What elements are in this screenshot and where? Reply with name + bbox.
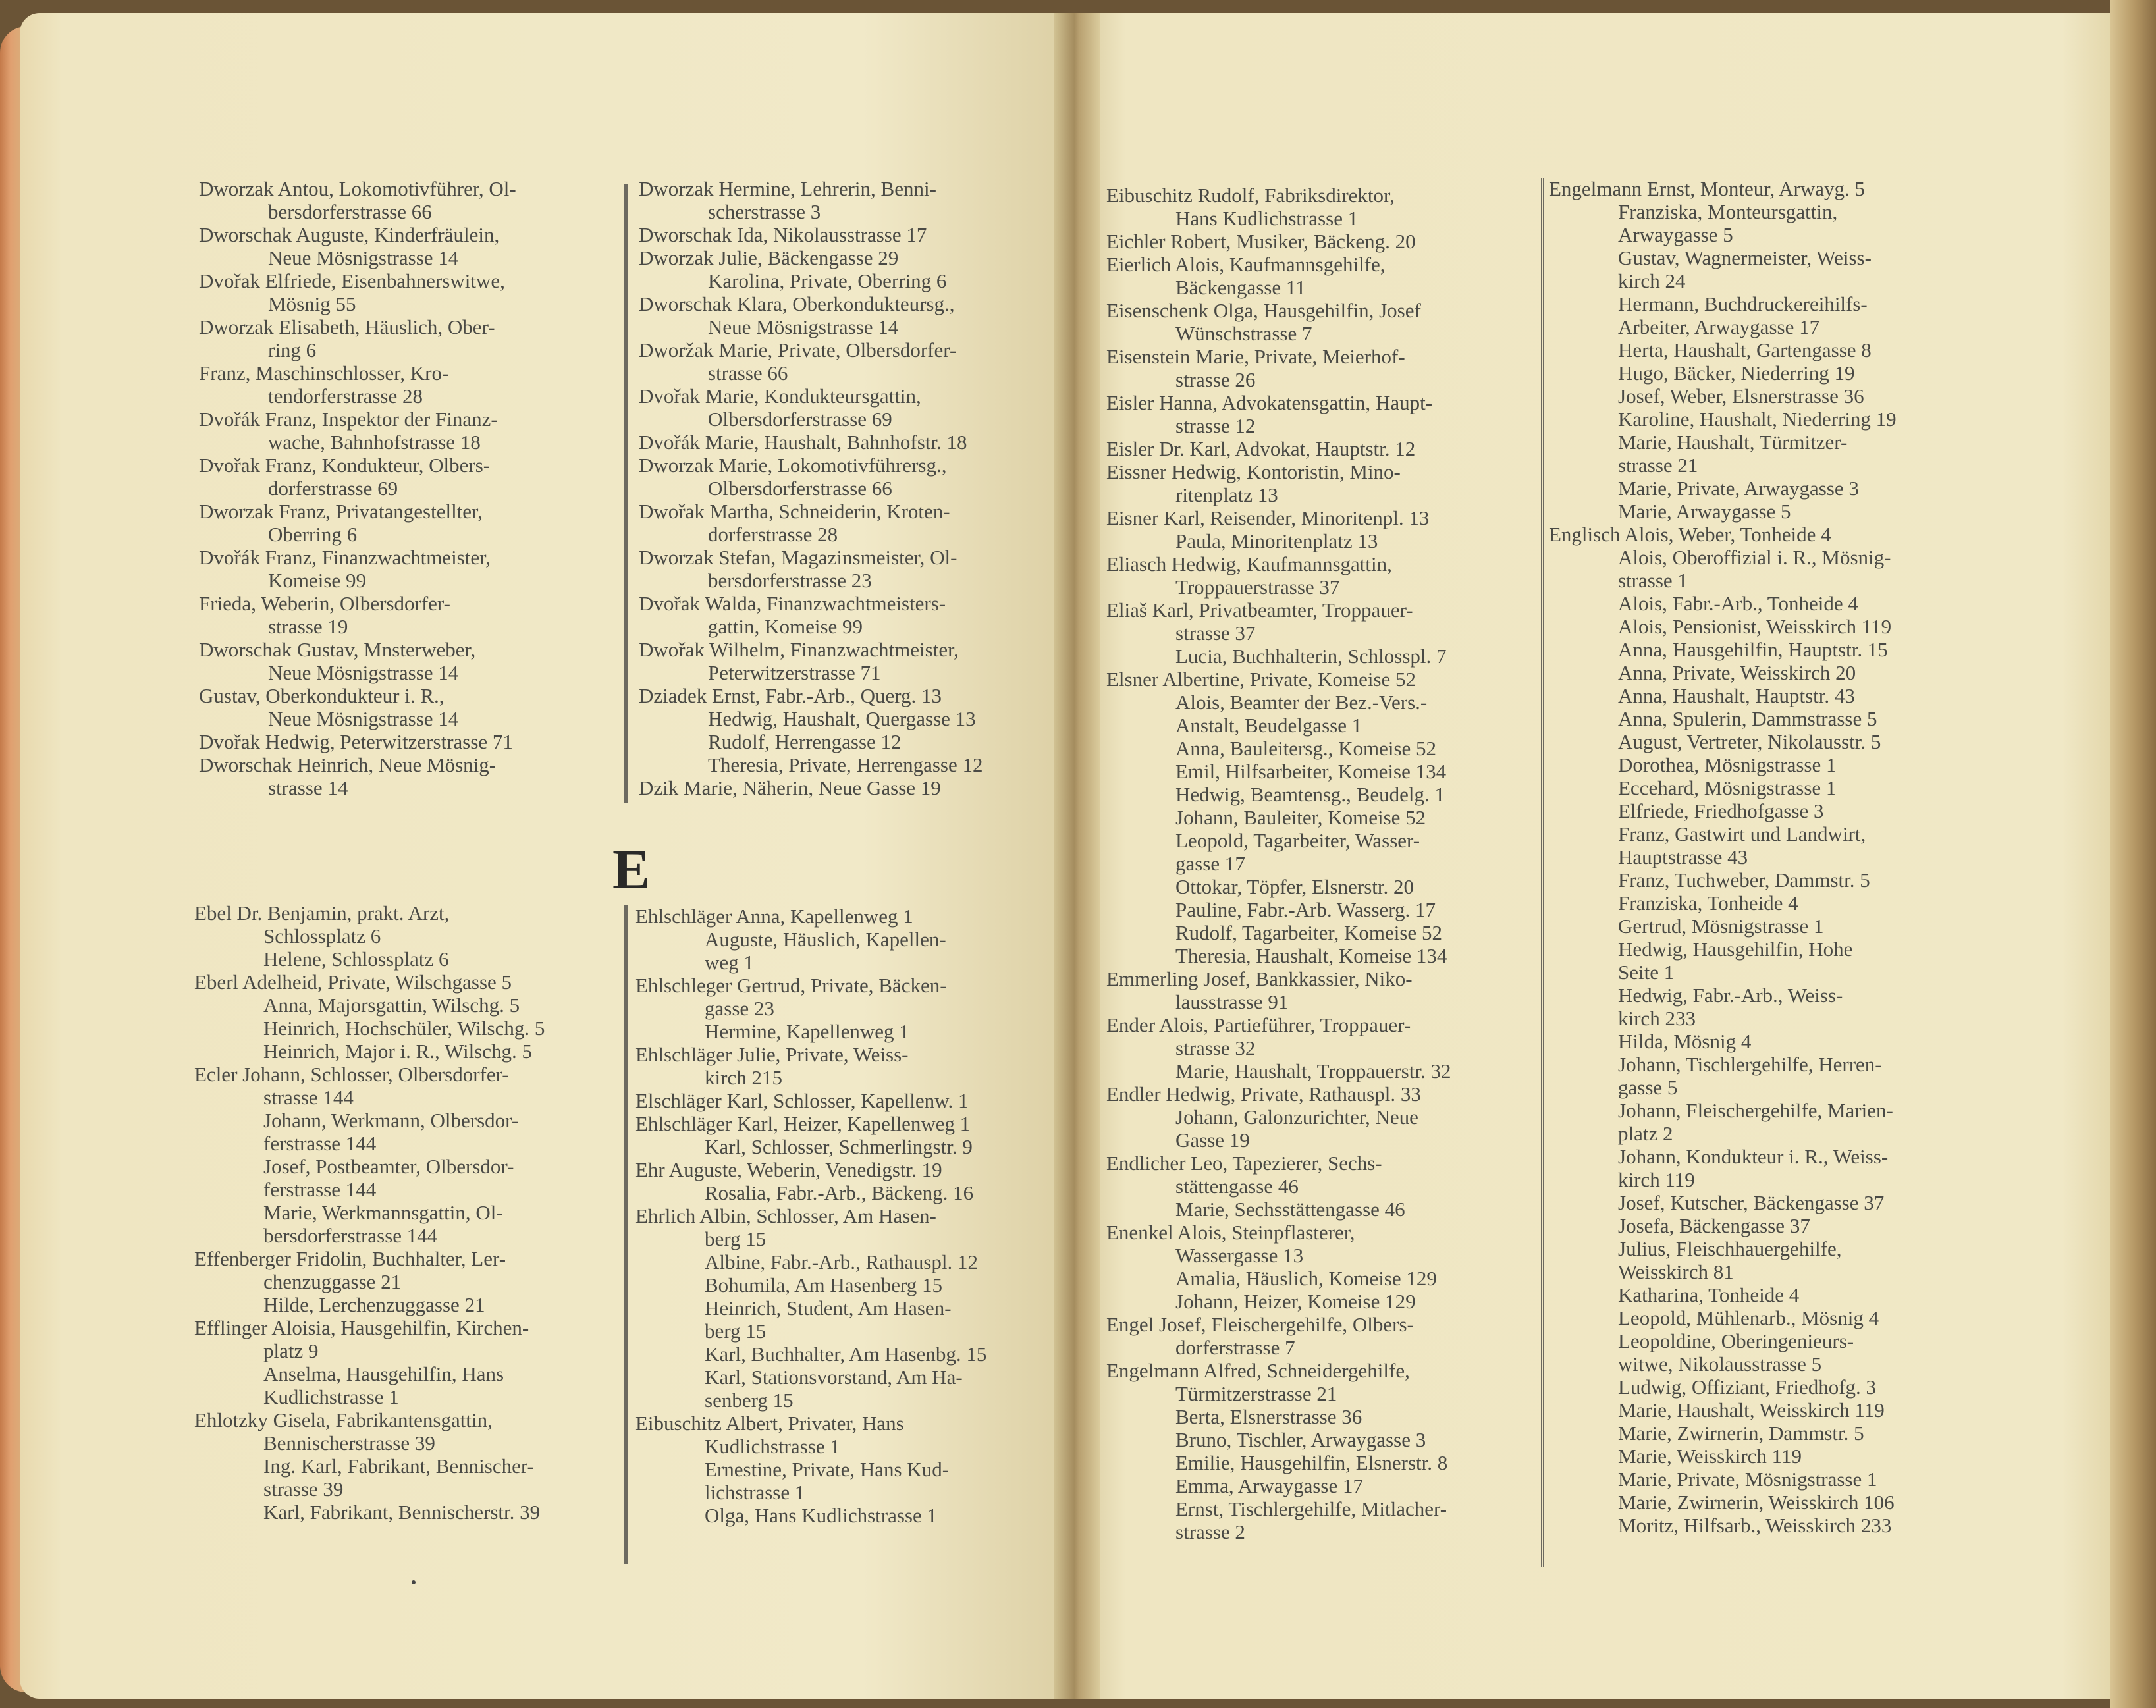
directory-entry: Dvořak Franz, Kondukteur, Olbers-: [199, 454, 491, 477]
entry-continuation: Rudolf, Tagarbeiter, Komeise 52: [1175, 921, 1442, 944]
directory-entry: Elsner Albertine, Private, Komeise 52: [1106, 668, 1416, 691]
entry-continuation: Katharina, Tonheide 4: [1618, 1283, 1800, 1306]
directory-entry: Dvořák Franz, Inspektor der Finanz-: [199, 408, 498, 431]
directory-entry: Eisner Karl, Reisender, Minoritenpl. 13: [1106, 506, 1430, 529]
entry-continuation: Anselma, Hausgehilfin, Hans: [263, 1362, 504, 1385]
entry-continuation: Bäckengasse 11: [1175, 276, 1306, 299]
entry-continuation: gasse 23: [705, 997, 774, 1020]
entry-continuation: Josef, Weber, Elsnerstrasse 36: [1618, 385, 1864, 408]
entry-continuation: Seite 1: [1618, 961, 1675, 984]
entry-continuation: Heinrich, Major i. R., Wilschg. 5: [263, 1040, 533, 1063]
entry-continuation: August, Vertreter, Nikolausstr. 5: [1618, 730, 1881, 753]
entry-continuation: ferstrasse 144: [263, 1132, 377, 1155]
entry-continuation: gattin, Komeise 99: [708, 615, 863, 638]
entry-continuation: Leopoldine, Oberingenieurs-: [1618, 1329, 1854, 1352]
entry-continuation: Herta, Haushalt, Gartengasse 8: [1618, 338, 1872, 361]
directory-entry: Dwořak Martha, Schneiderin, Kroten-: [639, 500, 950, 523]
entry-continuation: Emil, Hilfsarbeiter, Komeise 134: [1175, 760, 1447, 783]
entry-continuation: strasse 14: [268, 776, 348, 799]
entry-continuation: strasse 37: [1175, 622, 1256, 645]
entry-continuation: Oberring 6: [268, 523, 358, 546]
entry-continuation: Ing. Karl, Fabrikant, Bennischer-: [263, 1454, 534, 1478]
entry-continuation: Anna, Hausgehilfin, Hauptstr. 15: [1618, 638, 1888, 661]
directory-entry: Eissner Hedwig, Kontoristin, Mino-: [1106, 460, 1401, 483]
entry-continuation: Johann, Galonzurichter, Neue: [1175, 1106, 1418, 1129]
entry-continuation: Hermine, Kapellenweg 1: [705, 1020, 909, 1043]
section-letter: E: [612, 838, 651, 901]
directory-entry: Ehrlich Albin, Schlosser, Am Hasen-: [635, 1204, 936, 1227]
directory-entry: Endlicher Leo, Tapezierer, Sechs-: [1106, 1152, 1382, 1175]
entry-continuation: Gertrud, Mösnigstrasse 1: [1618, 915, 1824, 938]
directory-entry: Eisler Hanna, Advokatensgattin, Haupt-: [1106, 391, 1433, 414]
entry-continuation: kirch 233: [1618, 1007, 1696, 1030]
entry-continuation: Paula, Minoritenplatz 13: [1175, 529, 1378, 552]
directory-entry: Dvořák Franz, Finanzwachtmeister,: [199, 546, 491, 569]
directory-entry: Eichler Robert, Musiker, Bäckeng. 20: [1106, 230, 1416, 253]
directory-entry: Eisler Dr. Karl, Advokat, Hauptstr. 12: [1106, 437, 1416, 460]
entry-continuation: ring 6: [268, 338, 317, 361]
entry-continuation: gasse 5: [1618, 1076, 1678, 1099]
entry-continuation: Marie, Weisskirch 119: [1618, 1445, 1802, 1468]
directory-entry: Dworzak Marie, Lokomotivführersg.,: [639, 454, 947, 477]
entry-continuation: Alois, Oberoffizial i. R., Mösnig-: [1618, 546, 1891, 569]
directory-entry: Dvořak Walda, Finanzwachtmeisters-: [639, 592, 946, 615]
entry-continuation: Josef, Postbeamter, Olbersdor-: [263, 1155, 514, 1178]
entry-continuation: Hilde, Lerchenzuggasse 21: [263, 1293, 485, 1316]
entry-continuation: Moritz, Hilfsarb., Weisskirch 233: [1618, 1514, 1892, 1537]
entry-continuation: Schlossplatz 6: [263, 924, 381, 947]
entry-continuation: Neue Mösnigstrasse 14: [268, 246, 459, 269]
entry-continuation: Franziska, Monteursgattin,: [1618, 200, 1838, 223]
directory-entry: Ehr Auguste, Weberin, Venedigstr. 19: [635, 1158, 942, 1181]
directory-entry: Dworschak Ida, Nikolausstrasse 17: [639, 223, 927, 246]
directory-column-right-2: [1549, 178, 1977, 1537]
entry-continuation: lausstrasse 91: [1175, 990, 1289, 1013]
entry-continuation: Karl, Buchhalter, Am Hasenbg. 15: [705, 1343, 987, 1366]
entry-continuation: Emma, Arwaygasse 17: [1175, 1474, 1363, 1497]
entry-continuation: Gustav, Wagnermeister, Weiss-: [1618, 246, 1872, 269]
entry-continuation: gasse 17: [1175, 852, 1245, 875]
entry-continuation: Marie, Haushalt, Weisskirch 119: [1618, 1399, 1885, 1422]
entry-continuation: Hedwig, Beamtensg., Beudelg. 1: [1175, 783, 1445, 806]
entry-continuation: Bruno, Tischler, Arwaygasse 3: [1175, 1428, 1426, 1451]
directory-entry: Engelmann Ernst, Monteur, Arwayg. 5: [1549, 177, 1866, 200]
entry-continuation: ferstrasse 144: [263, 1178, 377, 1201]
entry-continuation: ritenplatz 13: [1175, 483, 1278, 506]
entry-continuation: Heinrich, Hochschüler, Wilschg. 5: [263, 1017, 545, 1040]
directory-entry: Dworzak Franz, Privatangestellter,: [199, 500, 483, 523]
directory-entry: Dworzak Elisabeth, Häuslich, Ober-: [199, 315, 495, 338]
entry-continuation: Josefa, Bäckengasse 37: [1618, 1214, 1810, 1237]
entry-continuation: Neue Mösnigstrasse 14: [708, 315, 899, 338]
entry-continuation: Karl, Schlosser, Schmerlingstr. 9: [705, 1135, 973, 1158]
entry-continuation: Bennischerstrasse 39: [263, 1431, 435, 1454]
entry-continuation: Emilie, Hausgehilfin, Elsnerstr. 8: [1175, 1451, 1448, 1474]
entry-continuation: strasse 12: [1175, 414, 1256, 437]
entry-continuation: Hans Kudlichstrasse 1: [1175, 207, 1359, 230]
entry-continuation: Kudlichstrasse 1: [705, 1435, 840, 1458]
entry-continuation: Anna, Private, Weisskirch 20: [1618, 661, 1856, 684]
entry-continuation: Franz, Tuchweber, Dammstr. 5: [1618, 868, 1870, 892]
entry-continuation: Franz, Gastwirt und Landwirt,: [1618, 822, 1866, 845]
directory-entry: Dworzak Julie, Bäckengasse 29: [639, 246, 899, 269]
entry-continuation: Hauptstrasse 43: [1618, 845, 1748, 868]
entry-continuation: Berta, Elsnerstrasse 36: [1175, 1405, 1362, 1428]
column-divider: [624, 905, 628, 1564]
entry-continuation: dorferstrasse 7: [1175, 1336, 1295, 1359]
entry-continuation: Johann, Kondukteur i. R., Weiss-: [1618, 1145, 1889, 1168]
entry-continuation: Pauline, Fabr.-Arb. Wasserg. 17: [1175, 898, 1436, 921]
directory-entry: Elschläger Karl, Schlosser, Kapellenw. 1: [635, 1089, 969, 1112]
book-gutter: [1054, 13, 1100, 1699]
entry-continuation: platz 2: [1618, 1122, 1673, 1145]
entry-continuation: Neue Mösnigstrasse 14: [268, 661, 459, 684]
directory-entry: Dworschak Gustav, Mnsterweber,: [199, 638, 476, 661]
directory-entry: Dworzak Stefan, Magazinsmeister, Ol-: [639, 546, 957, 569]
entry-continuation: Karl, Stationsvorstand, Am Ha-: [705, 1366, 963, 1389]
directory-entry: Engelmann Alfred, Schneidergehilfe,: [1106, 1359, 1410, 1382]
directory-entry: Dvořák Marie, Haushalt, Bahnhofstr. 18: [639, 431, 967, 454]
entry-continuation: scherstrasse 3: [708, 200, 821, 223]
directory-entry: Gustav, Oberkondukteur i. R.,: [199, 684, 445, 707]
entry-continuation: Hedwig, Hausgehilfin, Hohe: [1618, 938, 1853, 961]
entry-continuation: dorferstrasse 69: [268, 477, 398, 500]
entry-continuation: Hermann, Buchdruckereihilfs-: [1618, 292, 1868, 315]
entry-continuation: Ernestine, Private, Hans Kud-: [705, 1458, 950, 1481]
entry-continuation: Anna, Spulerin, Dammstrasse 5: [1618, 707, 1877, 730]
entry-continuation: Auguste, Häuslich, Kapellen-: [705, 928, 946, 951]
entry-continuation: Arwaygasse 5: [1618, 223, 1733, 246]
entry-continuation: wache, Bahnhofstrasse 18: [268, 431, 481, 454]
directory-entry: Eibuschitz Rudolf, Fabriksdirektor,: [1106, 184, 1395, 207]
page-edges-right: [2110, 0, 2156, 1708]
entry-continuation: Johann, Heizer, Komeise 129: [1175, 1290, 1416, 1313]
entry-continuation: Olbersdorferstrasse 66: [708, 477, 892, 500]
entry-continuation: Türmitzerstrasse 21: [1175, 1382, 1337, 1405]
entry-continuation: Marie, Haushalt, Troppauerstr. 32: [1175, 1059, 1451, 1082]
directory-column-left-1: [199, 178, 620, 800]
entry-continuation: Hilda, Mösnig 4: [1618, 1030, 1752, 1053]
entry-continuation: strasse 21: [1618, 454, 1698, 477]
entry-continuation: Helene, Schlossplatz 6: [263, 947, 449, 971]
directory-entry: Englisch Alois, Weber, Tonheide 4: [1549, 523, 1831, 546]
entry-continuation: Hugo, Bäcker, Niederring 19: [1618, 361, 1855, 385]
entry-continuation: strasse 144: [263, 1086, 354, 1109]
entry-continuation: Elfriede, Friedhofgasse 3: [1618, 799, 1824, 822]
entry-continuation: Johann, Bauleiter, Komeise 52: [1175, 806, 1426, 829]
entry-continuation: Hedwig, Haushalt, Quergasse 13: [708, 707, 976, 730]
entry-continuation: chenzuggasse 21: [263, 1270, 402, 1293]
entry-continuation: Amalia, Häuslich, Komeise 129: [1175, 1267, 1437, 1290]
entry-continuation: Troppauerstrasse 37: [1175, 575, 1340, 599]
entry-continuation: Alois, Beamter der Bez.-Vers.-: [1175, 691, 1428, 714]
entry-continuation: Ernst, Tischlergehilfe, Mitlacher-: [1175, 1497, 1447, 1520]
column-divider: [1541, 178, 1544, 1567]
directory-entry: Dworzak Hermine, Lehrerin, Benni-: [639, 177, 936, 200]
entry-continuation: Ottokar, Töpfer, Elsnerstr. 20: [1175, 875, 1414, 898]
entry-continuation: Marie, Private, Arwaygasse 3: [1618, 477, 1859, 500]
directory-entry: Dvořak Elfriede, Eisenbahnerswitwe,: [199, 269, 505, 292]
entry-continuation: stättengasse 46: [1175, 1175, 1299, 1198]
entry-continuation: Marie, Zwirnerin, Dammstr. 5: [1618, 1422, 1864, 1445]
directory-entry: Eliaš Karl, Privatbeamter, Troppauer-: [1106, 599, 1413, 622]
directory-entry: Dworžak Marie, Private, Olbersdorfer-: [639, 338, 957, 361]
directory-entry: Ehlschleger Gertrud, Private, Bäcken-: [635, 974, 947, 997]
entry-continuation: Leopold, Mühlenarb., Mösnig 4: [1618, 1306, 1879, 1329]
entry-continuation: Dorothea, Mösnigstrasse 1: [1618, 753, 1837, 776]
directory-entry: Dworschak Auguste, Kinderfräulein,: [199, 223, 500, 246]
directory-entry: Dvořak Marie, Kondukteursgattin,: [639, 385, 921, 408]
directory-entry: Frieda, Weberin, Olbersdorfer-: [199, 592, 450, 615]
directory-entry: Effenberger Fridolin, Buchhalter, Ler-: [194, 1247, 506, 1270]
directory-column-left-3: [194, 902, 622, 1524]
entry-continuation: Josef, Kutscher, Bäckengasse 37: [1618, 1191, 1885, 1214]
entry-continuation: strasse 32: [1175, 1036, 1256, 1059]
directory-entry: Dwořak Wilhelm, Finanzwachtmeister,: [639, 638, 959, 661]
entry-continuation: Olbersdorferstrasse 69: [708, 408, 892, 431]
entry-continuation: Marie, Werkmannsgattin, Ol-: [263, 1201, 503, 1224]
directory-entry: Ebel Dr. Benjamin, prakt. Arzt,: [194, 901, 450, 924]
entry-continuation: Bohumila, Am Hasenberg 15: [705, 1273, 943, 1296]
entry-continuation: Hedwig, Fabr.-Arb., Weiss-: [1618, 984, 1843, 1007]
entry-continuation: strasse 1: [1618, 569, 1688, 592]
directory-entry: Dzik Marie, Näherin, Neue Gasse 19: [639, 776, 941, 799]
directory-entry: Emmerling Josef, Bankkassier, Niko-: [1106, 967, 1413, 990]
directory-entry: Endler Hedwig, Private, Rathauspl. 33: [1106, 1082, 1421, 1106]
entry-continuation: Mösnig 55: [268, 292, 356, 315]
entry-continuation: bersdorferstrasse 23: [708, 569, 872, 592]
entry-continuation: weg 1: [705, 951, 754, 974]
page-dot: [412, 1580, 416, 1584]
entry-continuation: Heinrich, Student, Am Hasen-: [705, 1296, 952, 1320]
entry-continuation: berg 15: [705, 1320, 767, 1343]
directory-entry: Ehlschläger Karl, Heizer, Kapellenweg 1: [635, 1112, 971, 1135]
entry-continuation: Anna, Bauleitersg., Komeise 52: [1175, 737, 1437, 760]
entry-continuation: Ludwig, Offiziant, Friedhofg. 3: [1618, 1375, 1877, 1399]
entry-continuation: Alois, Pensionist, Weisskirch 119: [1618, 615, 1892, 638]
entry-continuation: Lucia, Buchhalterin, Schlosspl. 7: [1175, 645, 1447, 668]
entry-continuation: Johann, Fleischergehilfe, Marien-: [1618, 1099, 1893, 1122]
directory-entry: Enenkel Alois, Steinpflasterer,: [1106, 1221, 1355, 1244]
directory-entry: Engel Josef, Fleischergehilfe, Olbers-: [1106, 1313, 1414, 1336]
entry-continuation: Leopold, Tagarbeiter, Wasser-: [1175, 829, 1420, 852]
entry-continuation: Peterwitzerstrasse 71: [708, 661, 881, 684]
entry-continuation: senberg 15: [705, 1389, 794, 1412]
entry-continuation: Marie, Private, Mösnigstrasse 1: [1618, 1468, 1877, 1491]
entry-continuation: strasse 66: [708, 361, 788, 385]
entry-continuation: Alois, Fabr.-Arb., Tonheide 4: [1618, 592, 1858, 615]
directory-entry: Ecler Johann, Schlosser, Olbersdorfer-: [194, 1063, 509, 1086]
directory-entry: Ender Alois, Partieführer, Troppauer-: [1106, 1013, 1411, 1036]
entry-continuation: Marie, Sechsstättengasse 46: [1175, 1198, 1405, 1221]
entry-continuation: Olga, Hans Kudlichstrasse 1: [705, 1504, 937, 1527]
entry-continuation: dorferstrasse 28: [708, 523, 838, 546]
directory-entry: Ehlschläger Julie, Private, Weiss-: [635, 1043, 909, 1066]
entry-continuation: Karl, Fabrikant, Bennischerstr. 39: [263, 1501, 541, 1524]
entry-continuation: Wassergasse 13: [1175, 1244, 1304, 1267]
entry-continuation: Kudlichstrasse 1: [263, 1385, 399, 1408]
directory-entry: Eibuschitz Albert, Privater, Hans: [635, 1412, 904, 1435]
entry-continuation: Theresia, Private, Herrengasse 12: [708, 753, 983, 776]
entry-continuation: kirch 119: [1618, 1168, 1695, 1191]
entry-continuation: bersdorferstrasse 144: [263, 1224, 438, 1247]
entry-continuation: Wünschstrasse 7: [1175, 322, 1312, 345]
column-divider: [624, 184, 628, 803]
directory-entry: Dworzak Antou, Lokomotivführer, Ol-: [199, 177, 516, 200]
entry-continuation: Marie, Zwirnerin, Weisskirch 106: [1618, 1491, 1895, 1514]
entry-continuation: bersdorferstrasse 66: [268, 200, 432, 223]
entry-continuation: Arbeiter, Arwaygasse 17: [1618, 315, 1820, 338]
entry-continuation: kirch 24: [1618, 269, 1686, 292]
entry-continuation: lichstrasse 1: [705, 1481, 805, 1504]
entry-continuation: Johann, Tischlergehilfe, Herren-: [1618, 1053, 1882, 1076]
entry-continuation: strasse 26: [1175, 368, 1256, 391]
directory-entry: Eliasch Hedwig, Kaufmannsgattin,: [1106, 552, 1392, 575]
entry-continuation: berg 15: [705, 1227, 767, 1250]
entry-continuation: Anna, Majorsgattin, Wilschg. 5: [263, 994, 520, 1017]
entry-continuation: witwe, Nikolausstrasse 5: [1618, 1352, 1822, 1375]
entry-continuation: Anstalt, Beudelgasse 1: [1175, 714, 1362, 737]
directory-entry: Eierlich Alois, Kaufmannsgehilfe,: [1106, 253, 1386, 276]
entry-continuation: Marie, Haushalt, Türmitzer-: [1618, 431, 1848, 454]
entry-continuation: strasse 19: [268, 615, 348, 638]
directory-entry: Eberl Adelheid, Private, Wilschgasse 5: [194, 971, 512, 994]
entry-continuation: strasse 2: [1175, 1520, 1245, 1543]
entry-continuation: Karolina, Private, Oberring 6: [708, 269, 947, 292]
entry-continuation: Rudolf, Herrengasse 12: [708, 730, 902, 753]
entry-continuation: Julius, Fleischhauergehilfe,: [1618, 1237, 1842, 1260]
entry-continuation: Weisskirch 81: [1618, 1260, 1734, 1283]
entry-continuation: Theresia, Haushalt, Komeise 134: [1175, 944, 1447, 967]
entry-continuation: Franziska, Tonheide 4: [1618, 892, 1798, 915]
entry-continuation: Komeise 99: [268, 569, 366, 592]
directory-entry: Eisenstein Marie, Private, Meierhof-: [1106, 345, 1405, 368]
directory-entry: Franz, Maschinschlosser, Kro-: [199, 361, 449, 385]
directory-entry: Dworschak Heinrich, Neue Mösnig-: [199, 753, 497, 776]
entry-continuation: tendorferstrasse 28: [268, 385, 423, 408]
entry-continuation: Anna, Haushalt, Hauptstr. 43: [1618, 684, 1855, 707]
entry-continuation: Karoline, Haushalt, Niederring 19: [1618, 408, 1897, 431]
entry-continuation: Rosalia, Fabr.-Arb., Bäckeng. 16: [705, 1181, 974, 1204]
directory-entry: Ehlschläger Anna, Kapellenweg 1: [635, 905, 913, 928]
directory-column-left-2: [639, 178, 1060, 800]
directory-entry: Dziadek Ernst, Fabr.-Arb., Querg. 13: [639, 684, 942, 707]
directory-entry: Ehlotzky Gisela, Fabrikantensgattin,: [194, 1408, 493, 1431]
directory-entry: Efflinger Aloisia, Hausgehilfin, Kirchen-: [194, 1316, 529, 1339]
directory-entry: Eisenschenk Olga, Hausgehilfin, Josef: [1106, 299, 1421, 322]
entry-continuation: Neue Mösnigstrasse 14: [268, 707, 459, 730]
entry-continuation: Eccehard, Mösnigstrasse 1: [1618, 776, 1837, 799]
entry-continuation: Marie, Arwaygasse 5: [1618, 500, 1791, 523]
directory-column-right-1: [1106, 184, 1534, 1544]
directory-column-left-4: [635, 905, 1057, 1528]
entry-continuation: Albine, Fabr.-Arb., Rathauspl. 12: [705, 1250, 979, 1273]
entry-continuation: platz 9: [263, 1339, 319, 1362]
directory-entry: Dworschak Klara, Oberkondukteursg.,: [639, 292, 955, 315]
entry-continuation: strasse 39: [263, 1478, 344, 1501]
directory-entry: Dvořak Hedwig, Peterwitzerstrasse 71: [199, 730, 513, 753]
entry-continuation: kirch 215: [705, 1066, 782, 1089]
entry-continuation: Gasse 19: [1175, 1129, 1250, 1152]
entry-continuation: Johann, Werkmann, Olbersdor-: [263, 1109, 519, 1132]
